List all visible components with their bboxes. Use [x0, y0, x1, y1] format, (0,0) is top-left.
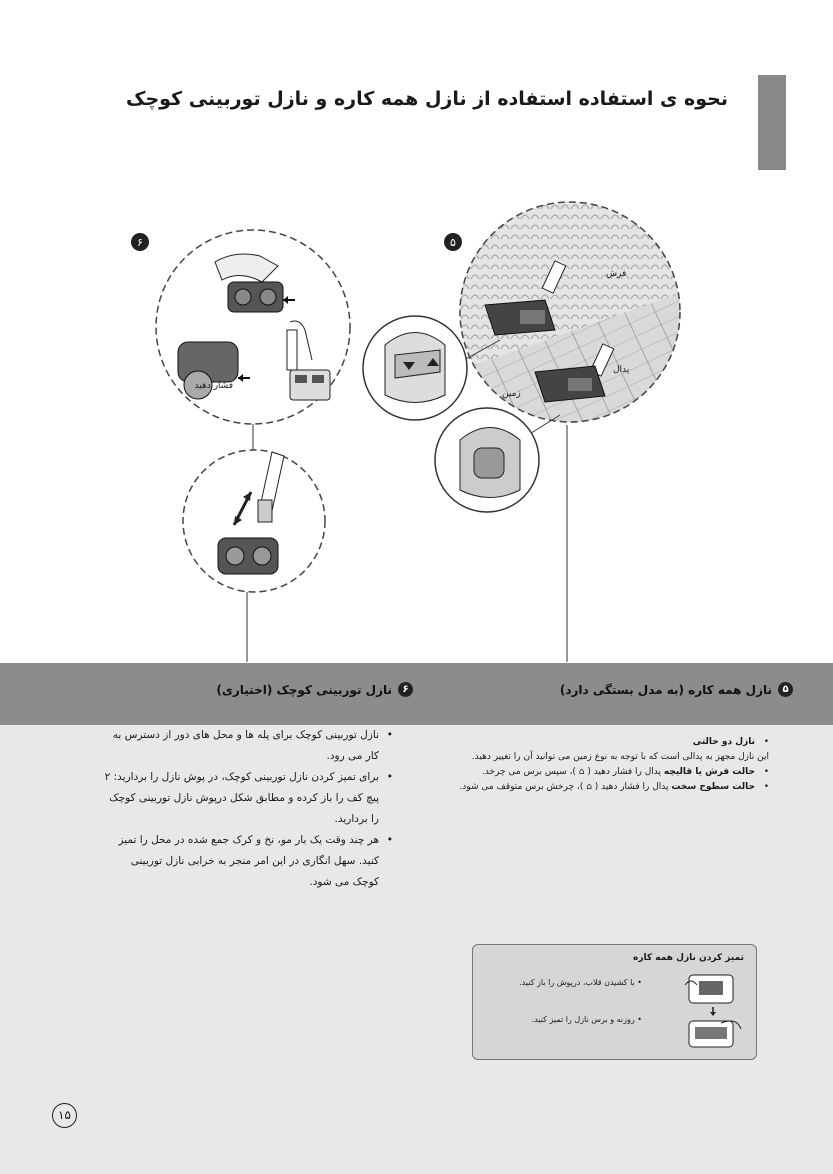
list-item: • برای تمیز کردن نازل توربینی کوچک، در پوش نازل را بردارید: ۲ پیچ کف را باز کرده و مطابق شکل درپوش نازل توربینی کوچک را بردارید. [103, 767, 393, 830]
svg-text:۵: ۵ [450, 236, 456, 249]
cleaning-step: • روزنه و برس نازل را تمیز کنید. [531, 1015, 642, 1024]
cleaning-step: • با کشیدن قلاب، درپوش را باز کنید. [519, 978, 642, 987]
section-heading-6 [216, 682, 413, 697]
cleaning-illustration [681, 971, 745, 1053]
press-label: فشار دهید [194, 381, 233, 391]
usage-illustration [0, 200, 833, 670]
turbo-nozzle-text [103, 725, 393, 893]
section-heading-text: نازل توربینی کوچک (اختیاری) [216, 682, 392, 697]
list-item: • هر چند وقت یک بار مو، نخ و کرک جمع شده در محل را تمیز کنید. سهل انگاری در این امر منجر به خرابی نازل توربینی کوچک می شود. [103, 830, 393, 893]
svg-text:۶: ۶ [137, 236, 143, 249]
section-number: ۶ [398, 682, 413, 697]
list-item: • حالت فرش یا قالیچه پدال را فشار دهید ( ⌂ )، سپس برس می چرخد. [429, 765, 769, 780]
multi-nozzle-text [429, 735, 769, 795]
section-heading-text: نازل همه کاره (به مدل بستگی دارد) [559, 682, 772, 697]
floor-label: زمین [502, 389, 521, 399]
list-item: • نازل دو حالتی [429, 735, 769, 750]
turbo-nozzle-attach-circle [183, 450, 325, 592]
section-heading-5 [560, 682, 793, 697]
step-marker-5 [444, 233, 462, 251]
brush-detail-circle [435, 408, 560, 512]
page-number: ۱۵ [52, 1103, 77, 1128]
cleaning-box [472, 944, 757, 1060]
pedal-label: پدال [613, 365, 630, 375]
list-item: این نازل مجهز به پدالی است که با توجه به نوع زمین می توانید آن را تغییر دهید. [471, 752, 769, 762]
list-item: • نازل توربینی کوچک برای پله ها و محل های دور از دسترس به کار می رود. [103, 725, 393, 767]
carpet-label: فرش [606, 269, 627, 279]
list-item: • حالت سطوح سخت پدال را فشار دهید ( ⌂ )، چرخش برس متوقف می شود. [429, 780, 769, 795]
multi-nozzle-circle [450, 200, 690, 440]
turbo-nozzle-clean-circle [156, 230, 350, 424]
section-tab [758, 75, 786, 170]
cleaning-title: تمیز کردن نازل همه کاره [633, 953, 744, 963]
step-marker-6 [131, 233, 149, 251]
page-title: نحوه ی استفاده استفاده از نازل همه کاره و نازل توربینی کوچک [126, 88, 728, 110]
section-number: ۵ [778, 682, 793, 697]
